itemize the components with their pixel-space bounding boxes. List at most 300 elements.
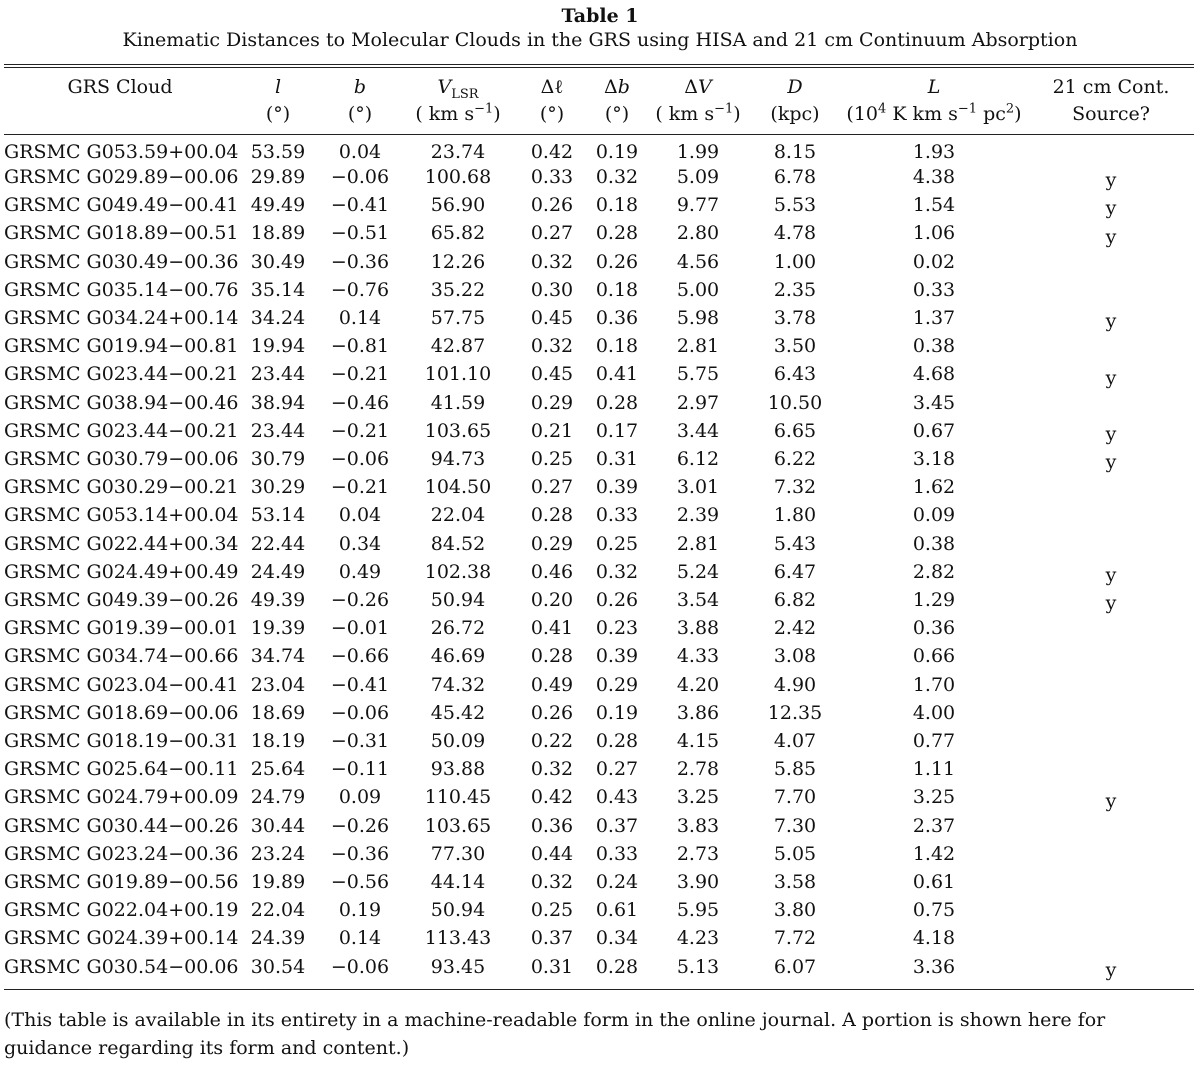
cell-vlsr: 50.94 (430, 899, 486, 922)
header-vlsr-sub: LSR (451, 86, 479, 102)
header-vlsr-unit-post: ) (493, 103, 501, 125)
cell-db: 0.26 (595, 589, 639, 612)
cell-cloud-name: GRSMC G023.04−00.41 (4, 673, 239, 696)
cell-continuum-source: y (1105, 423, 1117, 446)
cell-vlsr: 57.75 (430, 307, 486, 330)
cell-l: 19.39 (250, 617, 306, 640)
cell-l: 30.49 (250, 250, 306, 273)
cell-luminosity: 1.29 (912, 589, 956, 612)
cell-dv: 2.73 (676, 842, 720, 865)
cell-cloud-name: GRSMC G023.44−00.21 (4, 363, 239, 386)
cell-luminosity: 1.37 (912, 307, 956, 330)
cell-cloud-name: GRSMC G030.44−00.26 (4, 814, 239, 837)
cell-luminosity: 1.54 (912, 194, 956, 217)
cell-continuum-source (1028, 727, 1194, 755)
cell-b: 0.04 (338, 141, 382, 163)
table-row (4, 558, 1194, 586)
cell-b: −0.46 (330, 391, 390, 414)
cell-luminosity: 0.77 (912, 730, 956, 753)
cell-cloud-name: GRSMC G034.74−00.66 (4, 645, 239, 668)
table-row (4, 163, 1194, 191)
cell-dv: 2.97 (676, 391, 720, 414)
cell-l: 18.19 (250, 730, 306, 753)
cell-distance: 6.43 (773, 363, 817, 386)
cell-b: 0.09 (338, 786, 382, 809)
cell-luminosity: 1.93 (912, 141, 956, 163)
cell-l: 24.39 (250, 927, 306, 950)
cell-dv: 6.12 (676, 448, 720, 471)
cell-cloud-name: GRSMC G018.19−00.31 (4, 730, 239, 753)
cell-db: 0.19 (595, 701, 639, 724)
cell-db: 0.37 (595, 814, 639, 837)
cell-luminosity: 2.82 (912, 560, 956, 583)
header-dv-unit-pre: ( km s (655, 103, 715, 125)
cell-dv: 3.01 (676, 476, 720, 499)
cell-b: 0.49 (338, 560, 382, 583)
table-row (4, 135, 1194, 163)
cell-dl: 0.45 (530, 363, 574, 386)
cell-vlsr: 93.45 (430, 955, 486, 978)
cell-luminosity: 0.33 (912, 278, 956, 301)
table-row (4, 699, 1194, 727)
cell-db: 0.31 (595, 448, 639, 471)
table-row (4, 219, 1194, 247)
table-row (4, 332, 1194, 360)
cell-cloud-name: GRSMC G023.24−00.36 (4, 842, 239, 865)
cell-cloud-name: GRSMC G053.14+00.04 (4, 504, 239, 527)
cell-vlsr: 93.88 (430, 758, 486, 781)
cell-b: −0.21 (330, 419, 390, 442)
cell-distance: 4.78 (773, 222, 817, 245)
cell-l: 49.39 (250, 589, 306, 612)
cell-dl: 0.32 (530, 871, 574, 894)
table-row (4, 445, 1194, 473)
cell-distance: 2.35 (773, 278, 817, 301)
cell-distance: 6.47 (773, 560, 817, 583)
header-dl-unit: (°) (539, 103, 565, 125)
table-row (4, 417, 1194, 445)
table-row (4, 276, 1194, 304)
cell-dl: 0.32 (530, 335, 574, 358)
table-row (4, 501, 1194, 529)
cell-db: 0.32 (595, 166, 639, 188)
cell-vlsr: 94.73 (430, 448, 486, 471)
cell-vlsr: 103.65 (424, 814, 492, 837)
table-row (4, 755, 1194, 783)
cell-continuum-source (1028, 812, 1194, 840)
cell-db: 0.28 (595, 391, 639, 414)
cell-b: −0.41 (330, 673, 390, 696)
cell-dl: 0.26 (530, 701, 574, 724)
cell-continuum-source (1028, 840, 1194, 868)
cell-b: 0.34 (338, 532, 382, 555)
header-dl: Δℓ (540, 76, 564, 98)
cell-dl: 0.29 (530, 391, 574, 414)
table-row (4, 924, 1194, 952)
cell-dv: 2.81 (676, 532, 720, 555)
cell-l: 30.44 (250, 814, 306, 837)
cell-distance: 7.32 (773, 476, 817, 499)
cell-luminosity: 4.38 (912, 166, 956, 188)
cell-cloud-name: GRSMC G019.89−00.56 (4, 871, 239, 894)
cell-cloud-name: GRSMC G024.49+00.49 (4, 560, 239, 583)
cell-continuum-source: y (1105, 225, 1117, 248)
cell-dl: 0.37 (530, 927, 574, 950)
data-table (4, 68, 1194, 989)
cell-luminosity: 0.61 (912, 871, 956, 894)
cell-dv: 5.00 (676, 278, 720, 301)
table-row (4, 896, 1194, 924)
cell-b: −0.56 (330, 871, 390, 894)
cell-cloud-name: GRSMC G049.49−00.41 (4, 194, 239, 217)
cell-l: 23.04 (250, 673, 306, 696)
cell-continuum-source: y (1105, 564, 1117, 587)
table-row (4, 586, 1194, 614)
header-src-1: 21 cm Cont. (1052, 76, 1170, 98)
cell-dl: 0.45 (530, 307, 574, 330)
cell-continuum-source: y (1105, 169, 1117, 192)
table-row (4, 727, 1194, 755)
cell-luminosity: 1.70 (912, 673, 956, 696)
cell-cloud-name: GRSMC G022.04+00.19 (4, 899, 239, 922)
cell-b: −0.06 (330, 701, 390, 724)
cell-cloud-name: GRSMC G030.79−00.06 (4, 448, 239, 471)
cell-distance: 6.82 (773, 589, 817, 612)
table-label: Table 1 (561, 5, 639, 27)
cell-dl: 0.28 (530, 645, 574, 668)
table-row (4, 783, 1194, 811)
cell-luminosity: 0.38 (912, 335, 956, 358)
header-db-symbol: b (617, 76, 630, 98)
cell-continuum-source (1028, 135, 1194, 163)
cell-l: 22.04 (250, 899, 306, 922)
table-row (4, 360, 1194, 388)
cell-dv: 3.83 (676, 814, 720, 837)
cell-continuum-source (1028, 924, 1194, 952)
cell-dv: 5.95 (676, 899, 720, 922)
table-row (4, 304, 1194, 332)
cell-luminosity: 0.36 (912, 617, 956, 640)
header-lum-unit-post: ) (1014, 103, 1022, 125)
cell-distance: 6.07 (773, 955, 817, 978)
cell-db: 0.34 (595, 927, 639, 950)
cell-distance: 3.50 (773, 335, 817, 358)
cell-dl: 0.30 (530, 278, 574, 301)
cell-l: 34.24 (250, 307, 306, 330)
cell-luminosity: 0.67 (912, 419, 956, 442)
cell-dl: 0.49 (530, 673, 574, 696)
cell-dv: 3.88 (676, 617, 720, 640)
cell-vlsr: 35.22 (430, 278, 486, 301)
cell-continuum-source: y (1105, 958, 1117, 981)
cell-vlsr: 101.10 (424, 363, 492, 386)
cell-dl: 0.28 (530, 504, 574, 527)
cell-dl: 0.41 (530, 617, 574, 640)
cell-b: 0.14 (338, 927, 382, 950)
cell-vlsr: 100.68 (424, 166, 492, 188)
cell-l: 23.44 (250, 419, 306, 442)
cell-dl: 0.32 (530, 758, 574, 781)
cell-vlsr: 23.74 (430, 141, 486, 163)
header-db-unit: (°) (604, 103, 630, 125)
cell-b: −0.01 (330, 617, 390, 640)
table-caption: Kinematic Distances to Molecular Clouds in the GRS using HISA and 21 cm Continuum Absorption (122, 29, 1078, 51)
cell-dv: 5.24 (676, 560, 720, 583)
cell-b: 0.04 (338, 504, 382, 527)
cell-dl: 0.25 (530, 899, 574, 922)
header-vlsr-unit-sup: −1 (474, 101, 494, 117)
cell-continuum-source (1028, 248, 1194, 276)
cell-l: 19.89 (250, 871, 306, 894)
cell-cloud-name: GRSMC G029.89−00.06 (4, 166, 239, 188)
cell-db: 0.24 (595, 871, 639, 894)
cell-cloud-name: GRSMC G053.59+00.04 (4, 141, 239, 163)
cell-vlsr: 50.94 (430, 589, 486, 612)
header-d-unit: (kpc) (770, 103, 820, 125)
table-row (4, 389, 1194, 417)
cell-dv: 4.56 (676, 250, 720, 273)
cell-distance: 7.70 (773, 786, 817, 809)
header-lum-unit-mid: K km s (886, 103, 958, 125)
cell-luminosity: 3.18 (912, 448, 956, 471)
cell-b: −0.36 (330, 842, 390, 865)
cell-l: 18.69 (250, 701, 306, 724)
cell-vlsr: 84.52 (430, 532, 486, 555)
cell-dv: 4.20 (676, 673, 720, 696)
cell-vlsr: 42.87 (430, 335, 486, 358)
cell-dl: 0.44 (530, 842, 574, 865)
cell-luminosity: 4.18 (912, 927, 956, 950)
cell-l: 30.29 (250, 476, 306, 499)
cell-cloud-name: GRSMC G030.49−00.36 (4, 250, 239, 273)
cell-distance: 1.00 (773, 250, 817, 273)
cell-cloud-name: GRSMC G035.14−00.76 (4, 278, 239, 301)
cell-cloud-name: GRSMC G019.39−00.01 (4, 617, 239, 640)
cell-db: 0.36 (595, 307, 639, 330)
cell-continuum-source: y (1105, 789, 1117, 812)
cell-continuum-source: y (1105, 310, 1117, 333)
cell-dv: 2.78 (676, 758, 720, 781)
header-d: D (787, 76, 803, 98)
header-dv (646, 68, 750, 101)
cell-luminosity: 2.37 (912, 814, 956, 837)
cell-dl: 0.42 (530, 786, 574, 809)
header-db-delta: Δ (604, 76, 618, 98)
cell-distance: 1.80 (773, 504, 817, 527)
cell-luminosity: 4.00 (912, 701, 956, 724)
cell-dv: 1.99 (676, 141, 720, 163)
cell-dv: 3.54 (676, 589, 720, 612)
cell-db: 0.17 (595, 419, 639, 442)
cell-cloud-name: GRSMC G030.29−00.21 (4, 476, 239, 499)
cell-db: 0.25 (595, 532, 639, 555)
cell-cloud-name: GRSMC G030.54−00.06 (4, 955, 239, 978)
table-row (4, 868, 1194, 896)
cell-l: 24.79 (250, 786, 306, 809)
table-row (4, 671, 1194, 699)
cell-cloud-name: GRSMC G022.44+00.34 (4, 532, 239, 555)
cell-cloud-name: GRSMC G018.69−00.06 (4, 701, 239, 724)
cell-continuum-source (1028, 389, 1194, 417)
cell-vlsr: 44.14 (430, 871, 486, 894)
cell-vlsr: 46.69 (430, 645, 486, 668)
table-header (4, 68, 1194, 135)
cell-dv: 4.23 (676, 927, 720, 950)
cell-distance: 6.65 (773, 419, 817, 442)
cell-db: 0.18 (595, 335, 639, 358)
cell-dl: 0.36 (530, 814, 574, 837)
table-body (4, 135, 1194, 989)
cell-dv: 9.77 (676, 194, 720, 217)
cell-dv: 4.33 (676, 645, 720, 668)
cell-vlsr: 65.82 (430, 222, 486, 245)
cell-cloud-name: GRSMC G019.94−00.81 (4, 335, 239, 358)
table-note: (This table is available in its entirety in a machine-readable form in the online journal. A portion is shown here for guidance regarding its form and content.) (4, 1008, 1106, 1059)
cell-db: 0.19 (595, 141, 639, 163)
cell-continuum-source (1028, 501, 1194, 529)
header-db (588, 68, 646, 101)
cell-dv: 4.15 (676, 730, 720, 753)
cell-l: 30.79 (250, 448, 306, 471)
cell-b: −0.21 (330, 476, 390, 499)
header-lum: L (927, 76, 941, 98)
cell-b: −0.21 (330, 363, 390, 386)
cell-l: 24.49 (250, 560, 306, 583)
cell-continuum-source (1028, 642, 1194, 670)
cell-cloud-name: GRSMC G023.44−00.21 (4, 419, 239, 442)
cell-luminosity: 4.68 (912, 363, 956, 386)
table-row (4, 642, 1194, 670)
cell-distance: 4.90 (773, 673, 817, 696)
cell-b: −0.36 (330, 250, 390, 273)
cell-b: −0.31 (330, 730, 390, 753)
cell-l: 29.89 (250, 166, 306, 188)
cell-l: 22.44 (250, 532, 306, 555)
cell-vlsr: 56.90 (430, 194, 486, 217)
cell-vlsr: 74.32 (430, 673, 486, 696)
header-b: b (353, 76, 367, 98)
cell-vlsr: 41.59 (430, 391, 486, 414)
cell-dv: 5.75 (676, 363, 720, 386)
cell-luminosity: 1.42 (912, 842, 956, 865)
cell-cloud-name: GRSMC G025.64−00.11 (4, 758, 239, 781)
cell-luminosity: 3.36 (912, 955, 956, 978)
cell-vlsr: 50.09 (430, 730, 486, 753)
cell-db: 0.43 (595, 786, 639, 809)
cell-cloud-name: GRSMC G049.39−00.26 (4, 589, 239, 612)
cell-vlsr: 77.30 (430, 842, 486, 865)
header-vlsr (400, 68, 516, 101)
cell-b: −0.06 (330, 955, 390, 978)
cell-vlsr: 22.04 (430, 504, 486, 527)
table-row (4, 473, 1194, 501)
cell-distance: 7.72 (773, 927, 817, 950)
cell-l: 38.94 (250, 391, 306, 414)
header-vlsr-unit (400, 101, 516, 134)
cell-l: 18.89 (250, 222, 306, 245)
cell-dv: 3.86 (676, 701, 720, 724)
cell-dv: 3.25 (676, 786, 720, 809)
table-row (4, 191, 1194, 219)
cell-continuum-source (1028, 614, 1194, 642)
cell-vlsr: 103.65 (424, 419, 492, 442)
cell-distance: 3.58 (773, 871, 817, 894)
cell-distance: 10.50 (767, 391, 823, 414)
cell-distance: 3.08 (773, 645, 817, 668)
cell-b: −0.76 (330, 278, 390, 301)
cell-dv: 5.09 (676, 166, 720, 188)
bottom-rule (4, 989, 1194, 990)
table-row (4, 840, 1194, 868)
cell-b: −0.41 (330, 194, 390, 217)
cell-b: 0.19 (338, 899, 382, 922)
cell-dv: 2.81 (676, 335, 720, 358)
cell-b: −0.11 (330, 758, 390, 781)
cell-distance: 3.78 (773, 307, 817, 330)
table-row (4, 530, 1194, 558)
cell-luminosity: 1.62 (912, 476, 956, 499)
cell-cloud-name: GRSMC G024.39+00.14 (4, 927, 239, 950)
header-name-unit (4, 101, 236, 134)
table-row (4, 614, 1194, 642)
cell-distance: 4.07 (773, 730, 817, 753)
cell-dl: 0.32 (530, 250, 574, 273)
cell-l: 49.49 (250, 194, 306, 217)
cell-continuum-source (1028, 332, 1194, 360)
cell-db: 0.28 (595, 222, 639, 245)
cell-db: 0.23 (595, 617, 639, 640)
cell-distance: 5.53 (773, 194, 817, 217)
cell-distance: 8.15 (773, 141, 817, 163)
header-vlsr-unit-pre: ( km s (415, 103, 475, 125)
cell-vlsr: 104.50 (424, 476, 492, 499)
cell-dv: 3.90 (676, 871, 720, 894)
header-dv-unit (646, 101, 750, 134)
cell-cloud-name: GRSMC G038.94−00.46 (4, 391, 239, 414)
cell-db: 0.18 (595, 194, 639, 217)
header-vlsr-symbol: V (437, 76, 452, 98)
cell-dl: 0.46 (530, 560, 574, 583)
cell-distance: 12.35 (767, 701, 823, 724)
cell-l: 53.14 (250, 504, 306, 527)
cell-vlsr: 45.42 (430, 701, 486, 724)
cell-l: 23.44 (250, 363, 306, 386)
cell-dl: 0.21 (530, 419, 574, 442)
cell-distance: 2.42 (773, 617, 817, 640)
cell-continuum-source: y (1105, 451, 1117, 474)
cell-b: −0.26 (330, 814, 390, 837)
cell-dv: 2.80 (676, 222, 720, 245)
cell-b: −0.51 (330, 222, 390, 245)
cell-dv: 2.39 (676, 504, 720, 527)
header-dv-symbol: V (698, 76, 712, 98)
cell-cloud-name: GRSMC G018.89−00.51 (4, 222, 239, 245)
cell-dv: 5.13 (676, 955, 720, 978)
cell-dl: 0.33 (530, 166, 574, 188)
cell-luminosity: 0.75 (912, 899, 956, 922)
cell-db: 0.61 (595, 899, 639, 922)
header-lum-unit-pre: (10 (846, 103, 878, 125)
cell-l: 34.74 (250, 645, 306, 668)
cell-vlsr: 113.43 (424, 927, 492, 950)
header-lum-unit (840, 101, 1028, 134)
header-lum-unit-sup1: 4 (878, 101, 887, 117)
cell-continuum-source (1028, 473, 1194, 501)
cell-dl: 0.25 (530, 448, 574, 471)
cell-dl: 0.27 (530, 476, 574, 499)
cell-luminosity: 1.06 (912, 222, 956, 245)
cell-continuum-source (1028, 699, 1194, 727)
